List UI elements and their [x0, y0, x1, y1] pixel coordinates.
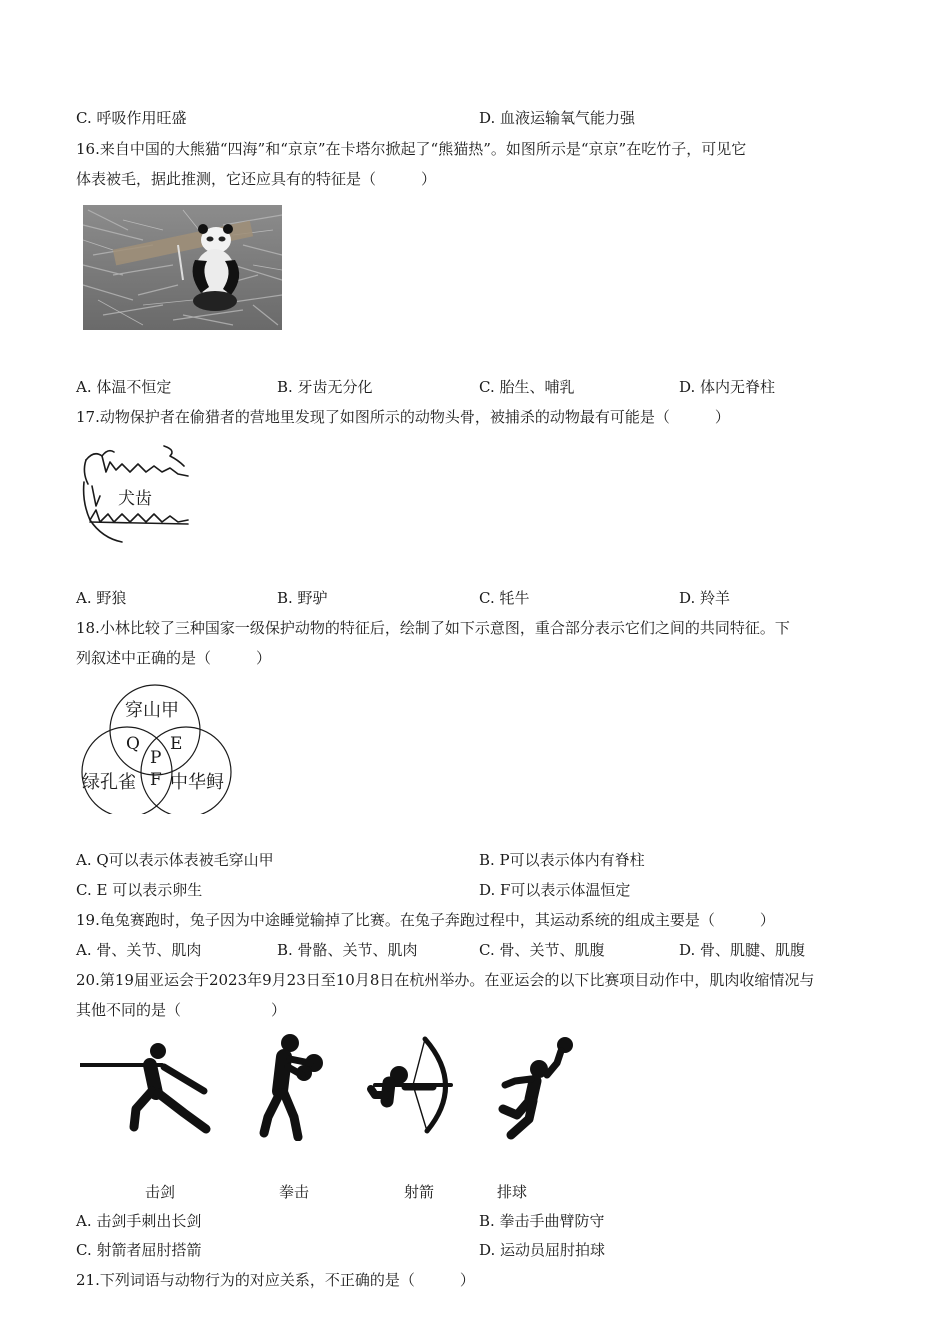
q15-option-c: C. 呼吸作用旺盛	[76, 109, 187, 127]
sport-label-fencing: 击剑	[145, 1183, 176, 1201]
q17-option-d: D. 羚羊	[679, 589, 731, 607]
q19-stem: 19.龟兔赛跑时，兔子因为中途睡觉输掉了比赛。在兔子奔跑过程中，其运动系统的组成主要是（ ）	[76, 911, 775, 929]
venn-diagram	[76, 682, 236, 814]
q16-stem-line1: 16.来自中国的大熊猫“四海”和“京京”在卡塔尔掀起了“熊猫热”。如图所示是“京京”在吃竹子，可见它	[76, 140, 747, 158]
sport-label-volleyball: 排球	[497, 1183, 528, 1201]
q20-option-a: A. 击剑手刺出长剑	[76, 1212, 202, 1230]
q20-option-c: C. 射箭者屈肘搭箭	[76, 1241, 202, 1259]
q20-option-b: B. 拳击手曲臂防守	[479, 1212, 605, 1230]
boxing-pictogram	[254, 1033, 329, 1141]
q17-stem: 17.动物保护者在偷猎者的营地里发现了如图所示的动物头骨，被捕杀的动物最有可能是（ ）	[76, 408, 730, 426]
q20-stem-line1: 20.第19届亚运会于2023年9月23日至10月8日在杭州举办。在亚运会的以下比赛项目动作中，肌肉收缩情况与	[76, 971, 815, 989]
q17-option-c: C. 牦牛	[479, 589, 530, 607]
q16-stem-line2: 体表被毛，据此推测，它还应具有的特征是（ ）	[76, 170, 437, 188]
canine-tooth-label: 犬齿	[118, 489, 152, 509]
panda-photo	[83, 205, 282, 330]
q16-option-c: C. 胎生、哺乳	[479, 378, 575, 396]
sport-label-boxing: 拳击	[279, 1183, 310, 1201]
q19-option-c: C. 骨、关节、肌腹	[479, 941, 605, 959]
venn-region-p: P	[150, 748, 162, 768]
venn-label-pangolin: 穿山甲	[125, 700, 179, 721]
q17-option-b: B. 野驴	[277, 589, 328, 607]
q20-stem-line2: 其他不同的是（ ）	[76, 1001, 287, 1019]
q19-option-a: A. 骨、关节、肌肉	[76, 941, 202, 959]
archery-pictogram	[365, 1035, 460, 1135]
q20-option-d: D. 运动员屈肘拍球	[479, 1241, 606, 1259]
q16-option-b: B. 牙齿无分化	[277, 378, 373, 396]
venn-region-e: E	[170, 734, 183, 754]
venn-label-sturgeon: 中华鲟	[170, 772, 224, 793]
q18-stem-line1: 18.小林比较了三种国家一级保护动物的特征后，绘制了如下示意图，重合部分表示它们之间的共同特征。下	[76, 619, 790, 637]
q19-option-d: D. 骨、肌腱、肌腹	[679, 941, 806, 959]
sport-label-archery: 射箭	[404, 1183, 435, 1201]
fencing-pictogram	[80, 1035, 215, 1135]
q18-option-b: B. P可以表示体内有脊柱	[479, 851, 645, 869]
q15-option-d: D. 血液运输氧气能力强	[479, 109, 636, 127]
q18-option-d: D. F可以表示体温恒定	[479, 881, 631, 899]
skull-teeth-figure	[80, 442, 192, 547]
q21-stem: 21.下列词语与动物行为的对应关系，不正确的是（ ）	[76, 1271, 475, 1289]
q16-option-d: D. 体内无脊柱	[679, 378, 776, 396]
q17-option-a: A. 野狼	[76, 589, 127, 607]
venn-region-f: F	[150, 770, 162, 790]
q19-option-b: B. 骨骼、关节、肌肉	[277, 941, 418, 959]
q18-stem-line2: 列叙述中正确的是（ ）	[76, 649, 272, 667]
volleyball-pictogram	[495, 1035, 580, 1140]
q18-option-c: C. E 可以表示卵生	[76, 881, 203, 899]
q18-option-a: A. Q可以表示体表被毛穿山甲	[76, 851, 274, 869]
venn-region-q: Q	[126, 734, 140, 754]
q16-option-a: A. 体温不恒定	[76, 378, 172, 396]
venn-label-peafowl: 绿孔雀	[82, 772, 136, 793]
